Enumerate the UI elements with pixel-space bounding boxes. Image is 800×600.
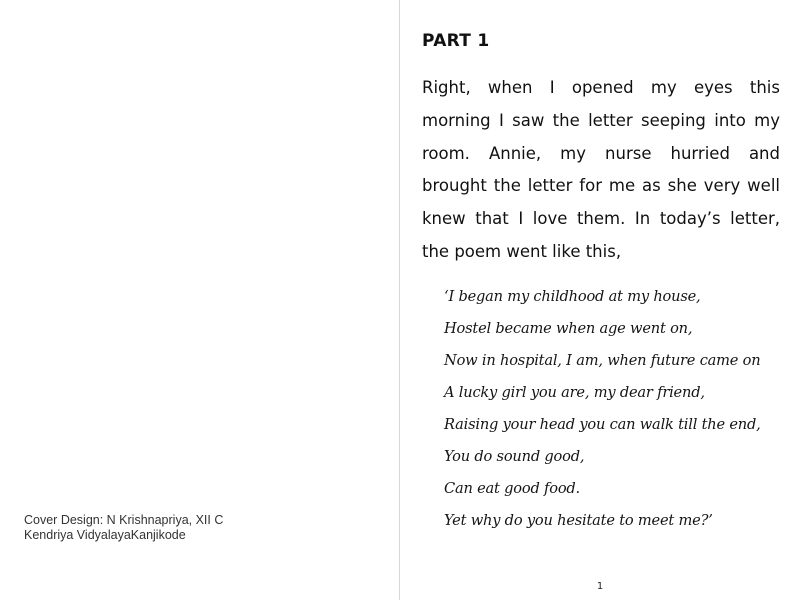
cover-credit-line-2: Kendriya VidyalayaKanjikode: [24, 528, 186, 542]
page-number: 1: [596, 581, 604, 592]
body-paragraph: Right, when I opened my eyes this morning I saw the letter seeping into my room. Annie, my nurse hurried and brought the letter for me as she very well knew that I love them. In today’s letter, the poem went like this,: [422, 78, 780, 261]
poem: [444, 281, 794, 537]
poem-line: Can eat good food.: [444, 480, 580, 497]
poem-line: ‘I began my childhood at my house,: [444, 288, 701, 305]
left-page: [0, 0, 399, 600]
poem-line: Yet why do you hesitate to meet me?’: [444, 512, 713, 529]
poem-line: Now in hospital, I am, when future came on: [444, 352, 761, 369]
part-heading: PART 1: [422, 31, 490, 51]
poem-line: A lucky girl you are, my dear friend,: [444, 384, 705, 401]
poem-line: Raising your head you can walk till the end,: [444, 416, 761, 433]
cover-credit-line-1: Cover Design: N Krishnapriya, XII C: [24, 513, 224, 527]
cover-credit: [24, 513, 223, 543]
right-page: [400, 0, 800, 600]
poem-line: You do sound good,: [444, 448, 585, 465]
poem-line: Hostel became when age went on,: [444, 320, 693, 337]
